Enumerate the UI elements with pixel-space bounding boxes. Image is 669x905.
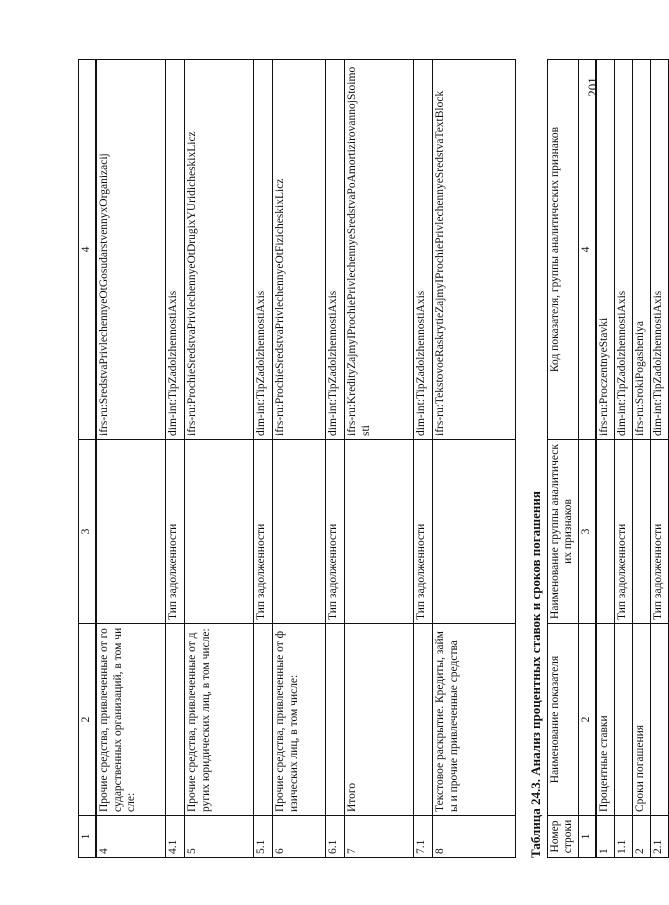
table-row [651, 60, 669, 858]
table-title-row [548, 60, 579, 858]
group-name: Тип задолженности [651, 440, 669, 624]
table-row [254, 60, 273, 858]
table-caption: Таблица 24.3. Анализ процентных ставок и сроков погашения [528, 491, 543, 858]
table-continuation [78, 59, 516, 858]
indicator-code: dim-int:TipZadolzhennostiAxis [166, 60, 185, 440]
group-name: Тип задолженности [326, 440, 345, 624]
interest-rates-table [547, 59, 669, 858]
row-number: 7 [345, 816, 414, 858]
row-number: 7.1 [414, 816, 433, 858]
row-number: 6 [273, 816, 326, 858]
indicator-name: Текстовое раскрытие. Кредиты, займы и прочие привлеченные средства [433, 624, 516, 816]
table-row [615, 60, 633, 858]
table-row [633, 60, 651, 858]
table-header-row [579, 60, 597, 858]
table-row [166, 60, 185, 858]
group-name [185, 440, 254, 624]
table-row [414, 60, 433, 858]
header-cell: 2 [579, 624, 597, 816]
group-name [433, 440, 516, 624]
header-cell: 1 [79, 816, 97, 858]
indicator-code: dim-int:TipZadolzhennostiAxis [326, 60, 345, 440]
indicator-name: Сроки погашения [633, 624, 651, 816]
table-row [326, 60, 345, 858]
indicator-code: ifrs-ru:ProchieSredstvaPrivlechennyeOtDrugixYUridicheskixLicz [185, 60, 254, 440]
indicator-code: ifrs-ru:SrokiPogasheniya [633, 60, 651, 440]
column-title: Номер строки [548, 816, 579, 858]
indicator-name [651, 624, 669, 816]
indicator-name [414, 624, 433, 816]
row-number: 6.1 [326, 816, 345, 858]
indicator-code: ifrs-ru:KredityZajmyIProchiePrivlechennyeSredstvaPoAmortizirovannojStoimosti [345, 60, 414, 440]
indicator-name [615, 624, 633, 816]
indicator-code: dim-int:TipZadolzhennostiAxis [615, 60, 633, 440]
indicator-code: dim-int:TipZadolzhennostiAxis [254, 60, 273, 440]
group-name: Тип задолженности [615, 440, 633, 624]
indicator-code: dim-int:TipZadolzhennostiAxis [414, 60, 433, 440]
row-number: 2 [633, 816, 651, 858]
row-number: 5.1 [254, 816, 273, 858]
group-name [273, 440, 326, 624]
table-header-row [79, 60, 97, 858]
indicator-code: ifrs-ru:ProczentnyeStavki [596, 60, 615, 440]
header-cell: 4 [579, 60, 597, 440]
group-name [633, 440, 651, 624]
column-title: Код показателя, группы аналитических признаков [548, 60, 579, 440]
group-name: Тип задолженности [414, 440, 433, 624]
row-number: 2.1 [651, 816, 669, 858]
header-cell: 1 [579, 816, 597, 858]
row-number: 8 [433, 816, 516, 858]
column-title: Наименование показателя [548, 624, 579, 816]
indicator-code: ifrs-ru:ProchieSredstvaPrivlechennyeOtFizicheskixLicz [273, 60, 326, 440]
indicator-name: Прочие средства, привлеченные от государственных организаций, в том числе: [96, 624, 166, 816]
indicator-name: Итого [345, 624, 414, 816]
header-cell: 3 [79, 440, 97, 624]
rotated-content [78, 58, 664, 858]
group-name: Тип задолженности [254, 440, 273, 624]
indicator-code: ifrs-ru:SredstvaPrivlechennyeOtGosudarstvennyxOrganizacij [96, 60, 166, 440]
indicator-name: Прочие средства, привлеченные от физических лиц, в том числе: [273, 624, 326, 816]
row-number: 1 [596, 816, 615, 858]
row-number: 4.1 [166, 816, 185, 858]
indicator-name [326, 624, 345, 816]
header-cell: 2 [79, 624, 97, 816]
column-title: Наименование группы аналитических признаков [548, 440, 579, 624]
indicator-code: ifrs-ru:TekstovoeRaskrytieZajmyIProchiePrivlechennyeSredstvaTextBlock [433, 60, 516, 440]
group-name [96, 440, 166, 624]
group-name: Тип задолженности [166, 440, 185, 624]
row-number: 4 [96, 816, 166, 858]
indicator-name [254, 624, 273, 816]
group-name [596, 440, 615, 624]
table-row [596, 60, 615, 858]
page-number: 201 [585, 77, 600, 97]
table-row [96, 60, 166, 858]
header-cell: 3 [579, 440, 597, 624]
row-number: 1.1 [615, 816, 633, 858]
row-number: 5 [185, 816, 254, 858]
indicator-name [166, 624, 185, 816]
table-row [433, 60, 516, 858]
table-row [273, 60, 326, 858]
header-cell: 4 [79, 60, 97, 440]
indicator-code: dim-int:TipZadolzhennostiAxis [651, 60, 669, 440]
group-name [345, 440, 414, 624]
table-row [345, 60, 414, 858]
table-row [185, 60, 254, 858]
indicator-name: Прочие средства, привлеченные от других юридических лиц, в том числе: [185, 624, 254, 816]
indicator-name: Процентные ставки [596, 624, 615, 816]
